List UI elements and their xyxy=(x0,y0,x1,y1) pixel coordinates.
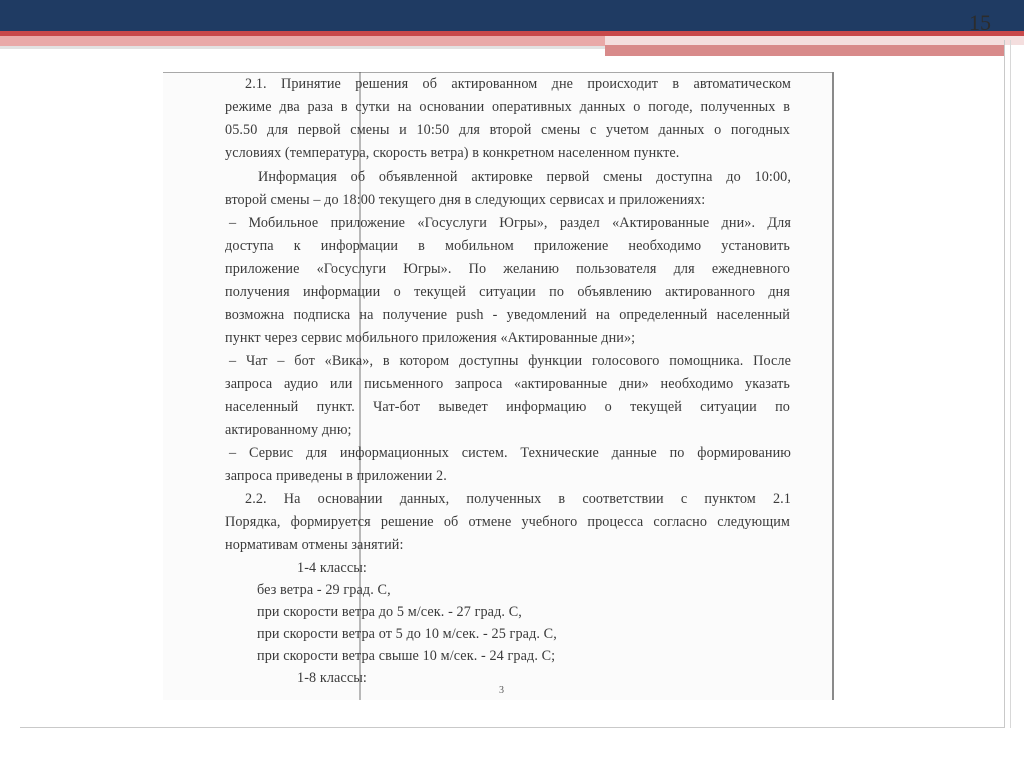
doc-line: 2.2. На основании данных, полученных в соответствии с пунктом 2.1 xyxy=(245,491,791,507)
header-band-pale-right xyxy=(605,36,1024,45)
doc-line: доступа к информации в мобильном приложение необходимо установить xyxy=(225,238,790,254)
doc-line: получения информации о текущей ситуации по объявлению актированного дня xyxy=(225,284,790,300)
doc-line: 1-8 классы: xyxy=(297,670,367,686)
header-band-pink-right xyxy=(605,45,1005,56)
doc-line: запроса приведены в приложении 2. xyxy=(225,468,447,484)
doc-line: 2.1. Принятие решения об актированном дне происходит в автоматическом xyxy=(245,76,791,92)
slide-frame-bottom xyxy=(20,727,1004,728)
doc-line: пункт через сервис мобильного приложения «Актированные дни»; xyxy=(225,330,636,346)
doc-line: второй смены – до 18:00 текущего дня в следующих сервисах и приложениях: xyxy=(225,192,706,208)
document-top-edge xyxy=(163,72,833,73)
slide-frame-right-inner xyxy=(1010,40,1011,728)
document-page-number: 3 xyxy=(499,685,504,696)
doc-line: возможна подписка на получение push - уведомлений на определенный населенный xyxy=(225,307,790,323)
doc-line: населенный пункт. Чат-бот выведет информацию о текущей ситуации по xyxy=(225,399,790,415)
doc-line: актированному дню; xyxy=(225,422,352,438)
header-band-gray xyxy=(0,46,605,49)
doc-line: – Чат – бот «Вика», в котором доступны функции голосового помощника. После xyxy=(229,353,791,369)
header-band-navy xyxy=(0,0,1024,31)
doc-line: нормативам отмены занятий: xyxy=(225,537,404,553)
doc-line: запроса аудио или письменного запроса «актированные дни» необходимо указать xyxy=(225,376,790,392)
header-band-pink-left xyxy=(0,36,605,46)
doc-line: при скорости ветра до 5 м/сек. - 27 град. С, xyxy=(257,604,522,620)
slide-number: 15 xyxy=(969,10,991,35)
doc-line: при скорости ветра свыше 10 м/сек. - 24 град. С; xyxy=(257,648,556,664)
scanned-document xyxy=(163,72,833,700)
doc-line: при скорости ветра от 5 до 10 м/сек. - 25 град. С, xyxy=(257,626,557,642)
doc-line: 1-4 классы: xyxy=(297,560,367,576)
doc-line: без ветра - 29 град. С, xyxy=(257,582,391,598)
doc-line: Порядка, формируется решение об отмене учебного процесса согласно следующим xyxy=(225,514,790,530)
doc-line: режиме два раза в сутки на основании оперативных данных о погоде, полученных в xyxy=(225,99,790,115)
doc-line: приложение «Госуслуги Югры». По желанию пользователя для ежедневного xyxy=(225,261,790,277)
doc-line: условиях (температура, скорость ветра) в конкретном населенном пункте. xyxy=(225,145,680,161)
doc-line: 05.50 для первой смены и 10:50 для второй смены с учетом данных о погодных xyxy=(225,122,790,138)
document-right-edge xyxy=(832,72,834,700)
slide-frame-right xyxy=(1004,40,1005,728)
doc-line: Информация об объявленной актировке первой смены доступна до 10:00, xyxy=(258,169,791,185)
doc-line: – Мобильное приложение «Госуслуги Югры», раздел «Актированные дни». Для xyxy=(229,215,791,231)
doc-line: – Сервис для информационных систем. Технические данные по формированию xyxy=(229,445,791,461)
